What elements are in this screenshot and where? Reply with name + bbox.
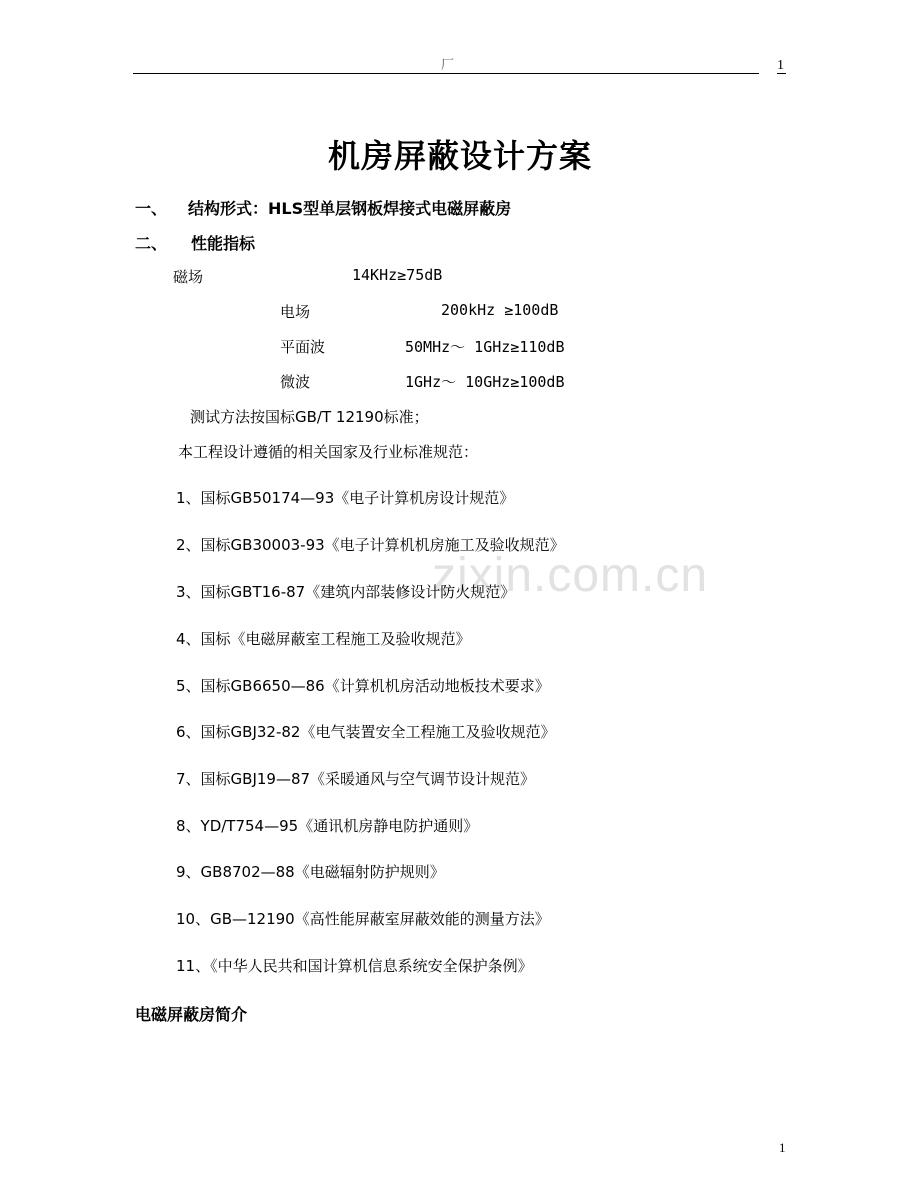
perf-value-magnetic: 14KHz≥75dB: [352, 266, 443, 284]
header-page-rule: [777, 73, 786, 74]
perf-value-microwave: 1GHz～ 10GHz≥100dB: [405, 373, 565, 391]
closing-heading: 电磁屏蔽房简介: [135, 1005, 248, 1024]
watermark: zixin.com.cn: [432, 549, 709, 602]
perf-label-magnetic: 磁场: [173, 268, 204, 286]
header-mark: 厂: [441, 58, 455, 73]
section1-number: 一、: [135, 199, 168, 218]
standard-item: 9、GB8702—88《电磁辐射防护规则》: [176, 863, 445, 881]
perf-value-electric: 200kHz ≥100dB: [441, 301, 559, 319]
standards-intro: 本工程设计遵循的相关国家及行业标准规范：: [178, 443, 479, 461]
standard-item: 7、国标GBJ19—87《采暖通风与空气调节设计规范》: [176, 770, 536, 788]
section2-heading: 性能指标: [191, 234, 256, 253]
standard-item: 6、国标GBJ32-82《电气装置安全工程施工及验收规范》: [176, 723, 556, 741]
standard-item: 8、YD/T754—95《通讯机房静电防护通则》: [176, 817, 479, 835]
header-rule: [133, 73, 759, 74]
standard-item: 3、国标GBT16-87《建筑内部装修设计防火规范》: [176, 583, 516, 601]
section2-number: 二、: [135, 234, 168, 253]
standard-item: 5、国标GB6650—86《计算机机房活动地板技术要求》: [176, 677, 550, 695]
standard-item: 11、《中华人民共和国计算机信息系统安全保护条例》: [176, 957, 533, 975]
standard-item: 4、国标《电磁屏蔽室工程施工及验收规范》: [176, 630, 471, 648]
document-title: 机房屏蔽设计方案: [327, 137, 592, 175]
test-method: 测试方法按国标GB/T 12190标准；: [190, 408, 429, 426]
perf-value-plane-wave: 50MHz～ 1GHz≥110dB: [405, 338, 565, 356]
footer-page-number: 1: [779, 1140, 786, 1155]
standard-item: 1、国标GB50174—93《电子计算机房设计规范》: [176, 489, 515, 507]
perf-label-electric: 电场: [280, 303, 311, 321]
section1-heading: 结构形式：HLS型单层钢板焊接式电磁屏蔽房: [188, 199, 512, 218]
header-page-number: 1: [777, 58, 784, 73]
perf-label-microwave: 微波: [280, 373, 311, 391]
standard-item: 10、GB—12190《高性能屏蔽室屏蔽效能的测量方法》: [176, 910, 550, 928]
standard-item: 2、国标GB30003-93《电子计算机机房施工及验收规范》: [176, 536, 565, 554]
perf-label-plane-wave: 平面波: [280, 338, 326, 356]
